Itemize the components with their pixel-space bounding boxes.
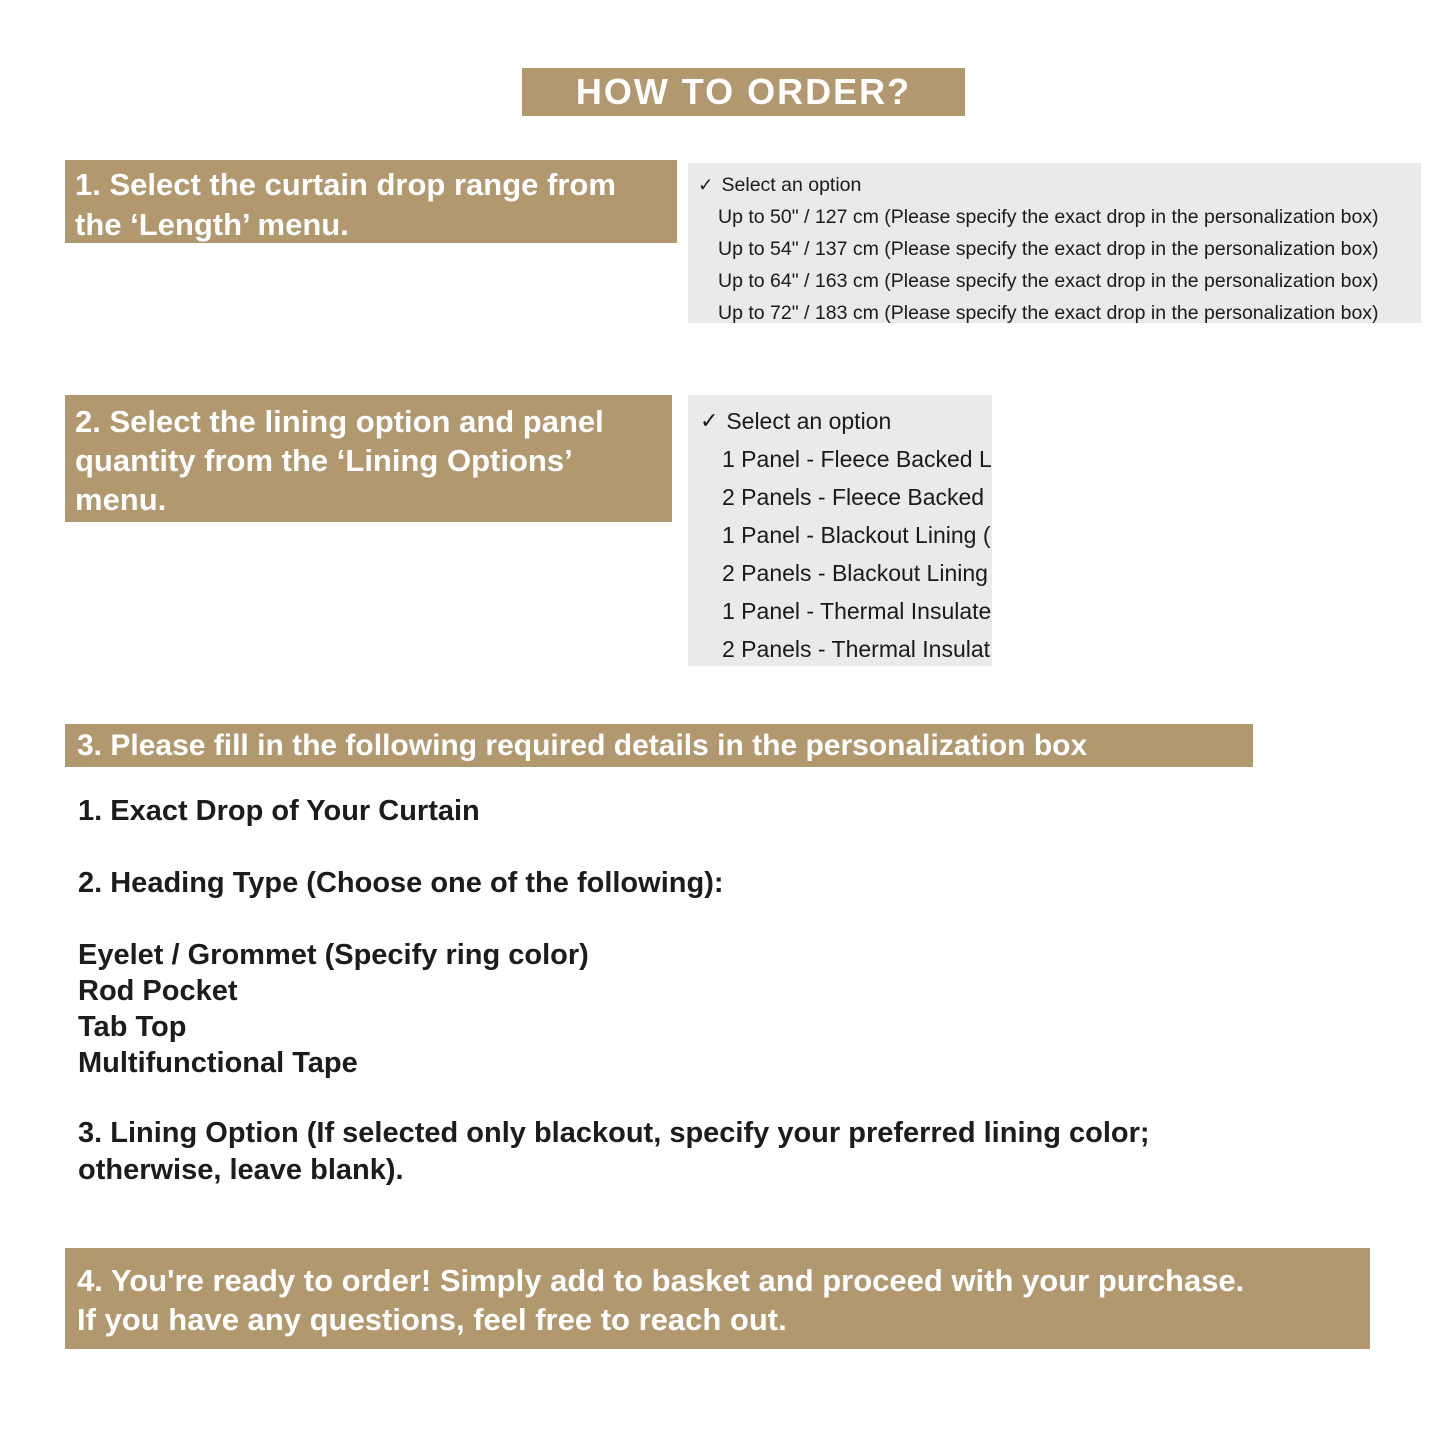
lining-menu-selected-option[interactable]	[688, 402, 992, 440]
checkmark-icon: ✓	[698, 174, 714, 195]
length-menu-selected-label: Select an option	[721, 173, 862, 196]
step1-line2: the ‘Length’ menu.	[75, 207, 349, 242]
step3-instruction: 3. Please fill in the following required details in the personalization box	[65, 724, 1253, 767]
length-dropdown-menu	[688, 163, 1421, 323]
lining-options-dropdown-menu	[688, 395, 992, 666]
step1-line1: 1. Select the curtain drop range from	[75, 167, 616, 202]
step1-instruction	[65, 160, 677, 243]
length-menu-option[interactable]: Up to 50" / 127 cm (Please specify the exact drop in the personalization box)	[718, 205, 1379, 228]
page-title: HOW TO ORDER?	[522, 68, 965, 116]
lining-menu-option[interactable]: 2 Panels - Thermal Insulat	[722, 635, 991, 662]
length-menu-option[interactable]: Up to 54" / 137 cm (Please specify the exact drop in the personalization box)	[718, 237, 1379, 260]
detail-lining-option-line2: otherwise, leave blank).	[78, 1154, 404, 1186]
step4-line2: If you have any questions, feel free to reach out.	[77, 1302, 787, 1337]
length-menu-selected-option[interactable]	[688, 169, 1421, 201]
lining-menu-selected-label: Select an option	[726, 407, 892, 434]
lining-menu-option[interactable]: 1 Panel - Fleece Backed L	[722, 445, 992, 472]
heading-type-item: Rod Pocket	[78, 975, 238, 1007]
checkmark-icon: ✓	[700, 408, 719, 433]
lining-menu-option[interactable]: 1 Panel - Thermal Insulate	[722, 597, 992, 624]
detail-lining-option	[78, 1115, 1150, 1189]
length-menu-option[interactable]: Up to 64" / 163 cm (Please specify the exact drop in the personalization box)	[718, 269, 1379, 292]
step4-instruction	[65, 1248, 1370, 1349]
step2-line2: quantity from the ‘Lining Options’	[75, 443, 573, 478]
lining-menu-option[interactable]: 2 Panels - Blackout Lining	[722, 559, 988, 586]
step4-line1: 4. You're ready to order! Simply add to basket and proceed with your purchase.	[77, 1263, 1245, 1298]
step2-line3: menu.	[75, 482, 167, 517]
heading-type-list	[78, 937, 589, 1081]
heading-type-item: Tab Top	[78, 1011, 187, 1043]
length-menu-option[interactable]: Up to 72" / 183 cm (Please specify the exact drop in the personalization box)	[718, 301, 1379, 324]
heading-type-item: Eyelet / Grommet (Specify ring color)	[78, 939, 589, 971]
heading-type-item: Multifunctional Tape	[78, 1047, 358, 1079]
lining-menu-option[interactable]: 1 Panel - Blackout Lining (	[722, 521, 991, 548]
lining-menu-option[interactable]: 2 Panels - Fleece Backed	[722, 483, 985, 510]
detail-lining-option-line1: 3. Lining Option (If selected only blackout, specify your preferred lining color;	[78, 1117, 1150, 1149]
step2-line1: 2. Select the lining option and panel	[75, 404, 604, 439]
step2-instruction	[65, 395, 672, 522]
detail-exact-drop: 1. Exact Drop of Your Curtain	[78, 795, 480, 827]
detail-heading-type: 2. Heading Type (Choose one of the following):	[78, 867, 724, 899]
